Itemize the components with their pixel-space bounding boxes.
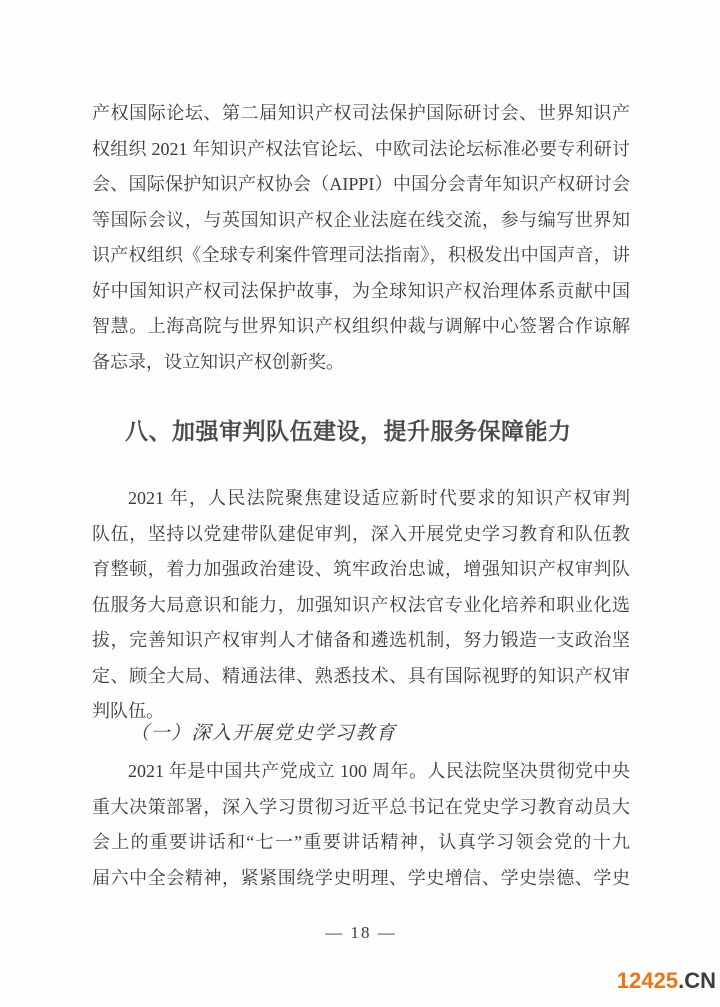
body-line: 届六中全会精神，紧紧围绕学史明理、学史增信、学史崇德、学史 bbox=[92, 867, 630, 888]
watermark-number: 12425 bbox=[616, 968, 679, 993]
body-line: 重大决策部署，深入学习贯彻习近平总书记在党史学习教育动员大 bbox=[92, 796, 630, 817]
body-line: 判队伍。 bbox=[92, 701, 164, 721]
body-line: 定、顾全大局、精通法律、熟悉技术、具有国际视野的知识产权审 bbox=[92, 665, 630, 686]
body-line: 等国际会议，与英国知识产权企业法庭在线交流，参与编写世界知 bbox=[92, 209, 630, 230]
body-line: 产权国际论坛、第二届知识产权司法保护国际研讨会、世界知识产 bbox=[92, 103, 630, 123]
body-line: 拔，完善知识产权审判人才储备和遴选机制，努力锻造一支政治坚 bbox=[92, 630, 630, 650]
body-line: 好中国知识产权司法保护故事，为全球知识产权治理体系贡献中国 bbox=[92, 280, 630, 301]
site-watermark bbox=[617, 968, 716, 994]
body-line: 队伍，坚持以党建带队建促审判，深入开展党史学习教育和队伍教 bbox=[92, 523, 630, 544]
body-line: 备忘录，设立知识产权创新奖。 bbox=[92, 351, 344, 372]
body-line: 2021 年是中国共产党成立 100 周年。人民法院坚决贯彻党中央 bbox=[128, 761, 630, 781]
section-heading: 八、加强审判队伍建设，提升服务保障能力 bbox=[125, 418, 572, 444]
body-line: 智慧。上海高院与世界知识产权组织仲裁与调解中心签署合作谅解 bbox=[92, 316, 630, 336]
body-line: 识产权组织《全球专利案件管理司法指南》，积极发出中国声音，讲 bbox=[92, 245, 630, 265]
body-line: 会、国际保护知识产权协会（AIPPI）中国分会青年知识产权研讨会 bbox=[92, 174, 630, 194]
paragraph-party-history bbox=[92, 754, 630, 896]
subsection-heading: （一）深入开展党史学习教育 bbox=[130, 723, 397, 744]
paragraph-continuation bbox=[92, 96, 630, 380]
page-number: — 18 — bbox=[325, 923, 397, 942]
body-line: 伍服务大局意识和能力，加强知识产权法官专业化培养和职业化选 bbox=[92, 594, 630, 615]
body-line: 会上的重要讲话和“七一”重要讲话精神，认真学习领会党的十九 bbox=[92, 832, 630, 852]
body-line: 2021 年，人民法院聚焦建设适应新时代要求的知识产权审判 bbox=[128, 488, 630, 508]
body-line: 权组织 2021 年知识产权法官论坛、中欧司法论坛标准必要专利研讨 bbox=[92, 138, 630, 159]
watermark-tld: .CN bbox=[678, 968, 716, 993]
paragraph-team-building bbox=[92, 481, 630, 730]
body-line: 育整顿，着力加强政治建设、筑牢政治忠诚，增强知识产权审判队 bbox=[92, 559, 630, 579]
